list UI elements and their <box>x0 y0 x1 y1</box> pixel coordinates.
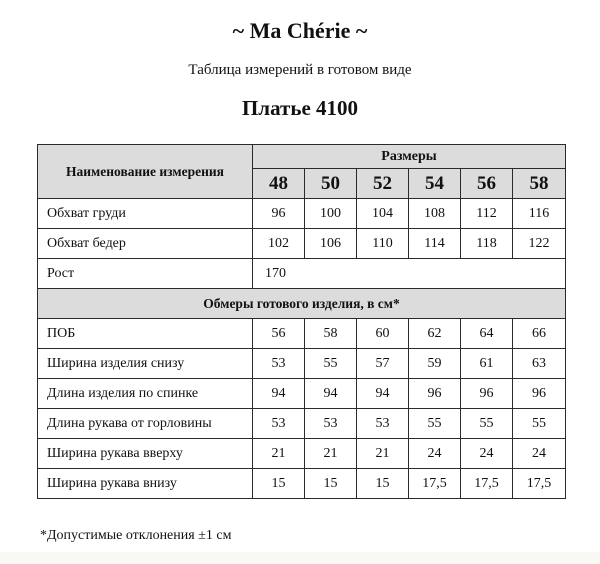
size-header: 56 <box>461 169 513 199</box>
table-row <box>38 439 566 469</box>
header-row <box>38 145 566 169</box>
product-title: Платье 4100 <box>241 96 359 120</box>
value-cell: 17,5 <box>461 469 513 499</box>
row-label: Длина изделия по спинке <box>38 379 253 409</box>
value-cell: 15 <box>305 469 357 499</box>
value-cell: 24 <box>513 439 566 469</box>
row-label: Ширина рукава внизу <box>38 469 253 499</box>
row-label: Рост <box>38 259 253 289</box>
size-header: 48 <box>253 169 305 199</box>
value-cell: 63 <box>513 349 566 379</box>
value-cell: 24 <box>409 439 461 469</box>
table-row <box>38 469 566 499</box>
value-cell: 104 <box>357 199 409 229</box>
value-cell: 53 <box>253 409 305 439</box>
value-cell: 96 <box>253 199 305 229</box>
value-cell: 94 <box>305 379 357 409</box>
measurement-name-header: Наименование измерения <box>38 145 253 199</box>
size-header: 52 <box>357 169 409 199</box>
table-row <box>38 349 566 379</box>
row-label: Ширина изделия снизу <box>38 349 253 379</box>
value-cell: 100 <box>305 199 357 229</box>
value-cell: 55 <box>461 409 513 439</box>
value-cell: 55 <box>409 409 461 439</box>
table-row <box>38 409 566 439</box>
body-measurements <box>38 199 566 259</box>
size-header: 54 <box>409 169 461 199</box>
value-cell: 108 <box>409 199 461 229</box>
size-chart-table <box>37 144 566 499</box>
height-value: 170 <box>253 259 566 289</box>
value-cell: 118 <box>461 229 513 259</box>
value-cell: 55 <box>513 409 566 439</box>
value-cell: 122 <box>513 229 566 259</box>
value-cell: 66 <box>513 319 566 349</box>
row-label: Длина рукава от горловины <box>38 409 253 439</box>
table-row <box>38 319 566 349</box>
brand-title: ~ Ma Chérie ~ <box>232 18 368 43</box>
bottom-strip <box>0 552 600 564</box>
value-cell: 62 <box>409 319 461 349</box>
value-cell: 64 <box>461 319 513 349</box>
table-subtitle: Таблица измерений в готовом виде <box>188 62 412 78</box>
sizes-header: Размеры <box>253 145 566 169</box>
garment-section-header: Обмеры готового изделия, в см* <box>38 289 566 319</box>
row-label: Обхват груди <box>38 199 253 229</box>
value-cell: 53 <box>253 349 305 379</box>
value-cell: 57 <box>357 349 409 379</box>
height-row <box>38 259 566 289</box>
value-cell: 102 <box>253 229 305 259</box>
row-label: ПОБ <box>38 319 253 349</box>
value-cell: 17,5 <box>513 469 566 499</box>
row-label: Обхват бедер <box>38 229 253 259</box>
size-header: 58 <box>513 169 566 199</box>
value-cell: 53 <box>305 409 357 439</box>
value-cell: 60 <box>357 319 409 349</box>
value-cell: 53 <box>357 409 409 439</box>
size-header: 50 <box>305 169 357 199</box>
value-cell: 114 <box>409 229 461 259</box>
value-cell: 96 <box>409 379 461 409</box>
table-row <box>38 229 566 259</box>
value-cell: 59 <box>409 349 461 379</box>
value-cell: 21 <box>253 439 305 469</box>
value-cell: 116 <box>513 199 566 229</box>
value-cell: 96 <box>513 379 566 409</box>
value-cell: 21 <box>305 439 357 469</box>
value-cell: 94 <box>357 379 409 409</box>
value-cell: 56 <box>253 319 305 349</box>
table-row <box>38 199 566 229</box>
row-label: Ширина рукава вверху <box>38 439 253 469</box>
section-header-row <box>38 289 566 319</box>
value-cell: 96 <box>461 379 513 409</box>
value-cell: 112 <box>461 199 513 229</box>
table-row <box>38 379 566 409</box>
tolerance-footnote: *Допустимые отклонения ±1 см <box>40 528 232 543</box>
garment-measurements <box>38 319 566 499</box>
value-cell: 55 <box>305 349 357 379</box>
value-cell: 110 <box>357 229 409 259</box>
value-cell: 24 <box>461 439 513 469</box>
value-cell: 15 <box>357 469 409 499</box>
value-cell: 106 <box>305 229 357 259</box>
value-cell: 15 <box>253 469 305 499</box>
value-cell: 21 <box>357 439 409 469</box>
value-cell: 17,5 <box>409 469 461 499</box>
value-cell: 58 <box>305 319 357 349</box>
value-cell: 61 <box>461 349 513 379</box>
value-cell: 94 <box>253 379 305 409</box>
